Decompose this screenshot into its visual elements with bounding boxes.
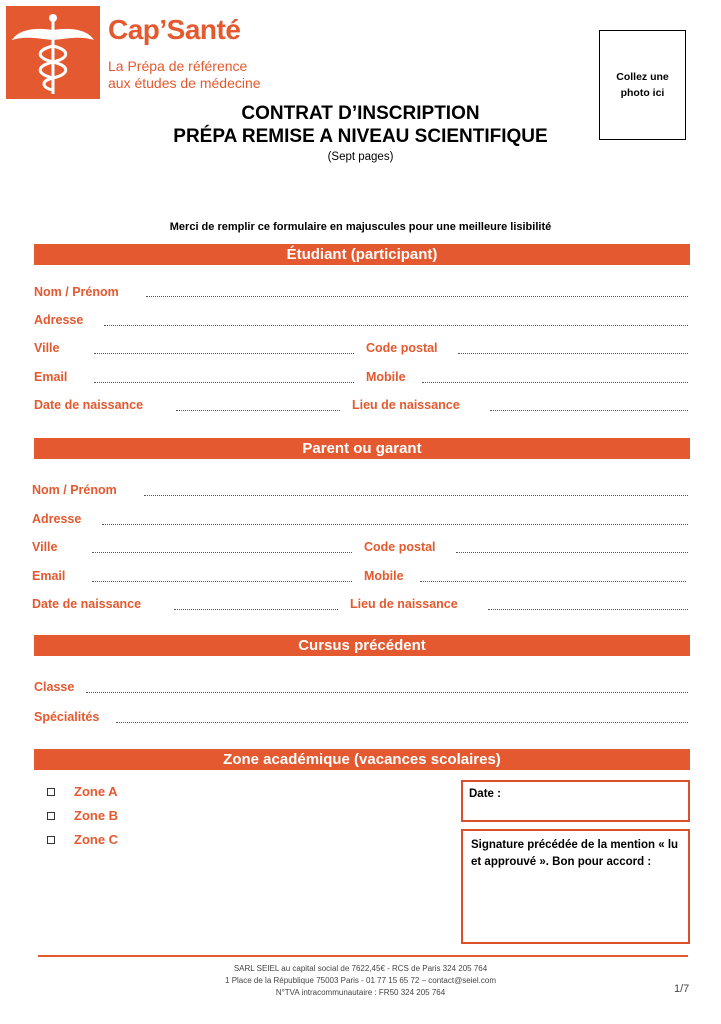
section-cursus-heading: Cursus précédent (34, 635, 690, 656)
page-title: CONTRAT D’INSCRIPTION (241, 103, 480, 124)
parent-postal-label: Code postal (364, 540, 436, 554)
student-address-label: Adresse (34, 313, 84, 327)
brand-tagline: La Prépa de référence aux études de médecine (108, 58, 261, 91)
page-number: 1/7 (674, 983, 690, 995)
student-mobile-label: Mobile (366, 370, 406, 384)
cursus-class-label: Classe (34, 680, 75, 694)
section-parent-heading: Parent ou garant (34, 438, 690, 459)
zone-a-label: Zone A (74, 784, 118, 799)
cursus-class-field[interactable] (86, 692, 688, 693)
student-email-field[interactable] (94, 382, 354, 383)
parent-address-field[interactable] (102, 524, 688, 525)
student-name-label: Nom / Prénom (34, 285, 119, 299)
section-zone-heading: Zone académique (vacances scolaires) (34, 749, 690, 770)
logo (6, 6, 100, 99)
student-city-field[interactable] (94, 353, 354, 354)
page-title-2: PRÉPA REMISE A NIVEAU SCIENTIFIQUE (173, 126, 548, 147)
parent-name-label: Nom / Prénom (32, 483, 117, 497)
zone-a-checkbox[interactable] (47, 788, 55, 796)
zone-c-label: Zone C (74, 832, 119, 847)
student-postal-field[interactable] (458, 353, 688, 354)
signature-box[interactable] (461, 829, 690, 944)
cursus-specialties-field[interactable] (116, 722, 688, 723)
signature-label: Signature précédée de la mention « lu et approuvé ». Bon pour accord : (471, 839, 679, 868)
zone-b-checkbox[interactable] (47, 812, 55, 820)
photo-placeholder: Collez une photo ici (599, 30, 686, 140)
student-birthdate-field[interactable] (176, 410, 340, 411)
brand-name: Cap’Santé (108, 14, 241, 45)
student-address-field[interactable] (104, 325, 688, 326)
parent-address-label: Adresse (32, 512, 82, 526)
student-birthplace-field[interactable] (490, 410, 688, 411)
parent-mobile-label: Mobile (364, 569, 404, 583)
date-label: Date : (469, 788, 501, 800)
zone-c-checkbox[interactable] (47, 836, 55, 844)
parent-birthdate-field[interactable] (174, 609, 338, 610)
parent-name-field[interactable] (144, 495, 688, 496)
parent-city-field[interactable] (92, 552, 352, 553)
parent-postal-field[interactable] (456, 552, 688, 553)
footer-divider (38, 955, 688, 957)
student-birthdate-label: Date de naissance (34, 398, 144, 412)
student-mobile-field[interactable] (422, 382, 688, 383)
caduceus-icon (6, 6, 100, 99)
date-box[interactable] (461, 780, 690, 822)
parent-mobile-field[interactable] (420, 581, 686, 582)
parent-email-field[interactable] (92, 581, 352, 582)
student-name-field[interactable] (146, 296, 688, 297)
parent-city-label: Ville (32, 540, 58, 554)
footer: SARL SEIEL au capital social de 7622,45€ - RCS de Paris 324 205 764 1 Place de la République 75003 Paris - 01 77 15 65 72 – contact@seiel.com N°TVA intracommunautaire : FR50 324 205 764 (225, 964, 496, 997)
parent-birthplace-label: Lieu de naissance (350, 597, 458, 611)
student-birthplace-label: Lieu de naissance (352, 398, 460, 412)
parent-birthdate-label: Date de naissance (32, 597, 142, 611)
student-city-label: Ville (34, 341, 60, 355)
page-subtitle: (Sept pages) (327, 151, 394, 163)
parent-email-label: Email (32, 569, 66, 583)
section-student-heading: Étudiant (participant) (34, 244, 690, 265)
parent-birthplace-field[interactable] (488, 609, 688, 610)
cursus-specialties-label: Spécialités (34, 710, 100, 724)
student-email-label: Email (34, 370, 68, 384)
instructions-note: Merci de remplir ce formulaire en majuscules pour une meilleure lisibilité (169, 221, 552, 233)
student-postal-label: Code postal (366, 341, 438, 355)
zone-b-label: Zone B (74, 808, 119, 823)
